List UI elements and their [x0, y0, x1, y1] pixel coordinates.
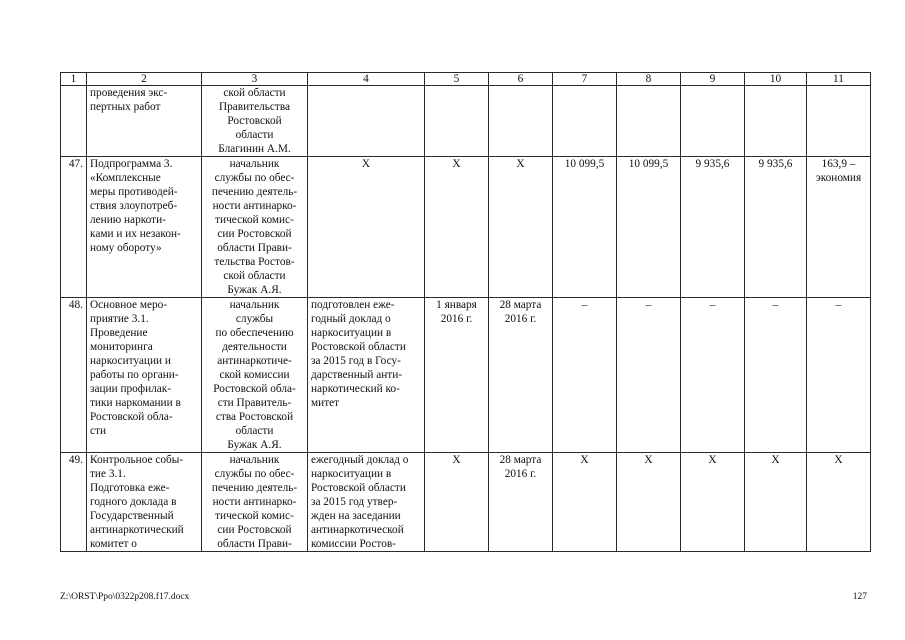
- plan-table: [60, 72, 871, 552]
- value-cell: Х: [745, 453, 807, 552]
- col-num-header: 8: [617, 73, 681, 86]
- expected-result: Х: [308, 157, 425, 298]
- responsible-person: начальник службы по обес- печению деятель- ности антинарко- тической комис- сии Ростовской области Прави-: [202, 453, 308, 552]
- row-number: 49.: [61, 453, 87, 552]
- table-row: [61, 453, 871, 552]
- expected-result: ежегодный доклад о наркоситуации в Ростовской области за 2015 год утвер- жден на заседании антинаркотической комиссии Ростов-: [308, 453, 425, 552]
- col-num-header: 11: [807, 73, 871, 86]
- expected-result: подготовлен еже- годный доклад о наркоситуации в Ростовской области за 2015 год в Госу- дарственный анти- наркотический ко- митет: [308, 298, 425, 453]
- end-date: 28 марта 2016 г.: [489, 453, 553, 552]
- col-num-header: 5: [425, 73, 489, 86]
- row-number: 48.: [61, 298, 87, 453]
- file-path: Z:\ORST\Ppo\0322p208.f17.docx: [60, 592, 190, 602]
- value-cell: –: [553, 298, 617, 453]
- start-date: Х: [425, 157, 489, 298]
- responsible-person: начальник службы по обес- печению деятель- ности антинарко- тической комис- сии Ростовской области Прави- тельства Ростов- ской области Бужак А.Я.: [202, 157, 308, 298]
- value-cell: 9 935,6: [681, 157, 745, 298]
- value-cell: –: [681, 298, 745, 453]
- activity-name: Основное меро- приятие 3.1. Проведение мониторинга наркоситуации и работы по органи- зации профилак- тики наркомании в Ростовской обла- сти: [87, 298, 202, 453]
- end-date: [489, 86, 553, 157]
- value-cell: 10 099,5: [553, 157, 617, 298]
- row-number: 47.: [61, 157, 87, 298]
- col-num-header: 9: [681, 73, 745, 86]
- end-date: 28 марта 2016 г.: [489, 298, 553, 453]
- end-date: Х: [489, 157, 553, 298]
- col-num-header: 6: [489, 73, 553, 86]
- table-row: [61, 86, 871, 157]
- note-cell: [807, 86, 871, 157]
- value-cell: 10 099,5: [617, 157, 681, 298]
- col-num-header: 2: [87, 73, 202, 86]
- col-num-header: 4: [308, 73, 425, 86]
- table-row: [61, 298, 871, 453]
- table-row: [61, 157, 871, 298]
- value-cell: [617, 86, 681, 157]
- value-cell: Х: [553, 453, 617, 552]
- value-cell: 9 935,6: [745, 157, 807, 298]
- start-date: [425, 86, 489, 157]
- responsible-person: ской области Правительства Ростовской области Благинин А.М.: [202, 86, 308, 157]
- value-cell: [553, 86, 617, 157]
- activity-name: Контрольное собы- тие 3.1. Подготовка еже- годного доклада в Государственный антинаркотический комитет о: [87, 453, 202, 552]
- value-cell: Х: [617, 453, 681, 552]
- col-num-header: 3: [202, 73, 308, 86]
- activity-name: Подпрограмма 3. «Комплексные меры противодей- ствия злоупотреб- лению наркоти- ками и их незакон- ному обороту»: [87, 157, 202, 298]
- note-cell: 163,9 – экономия: [807, 157, 871, 298]
- value-cell: Х: [681, 453, 745, 552]
- col-num-header: 10: [745, 73, 807, 86]
- col-num-header: 7: [553, 73, 617, 86]
- start-date: Х: [425, 453, 489, 552]
- col-num-header: 1: [61, 73, 87, 86]
- activity-name: проведения экс- пертных работ: [87, 86, 202, 157]
- value-cell: –: [617, 298, 681, 453]
- value-cell: [745, 86, 807, 157]
- note-cell: –: [807, 298, 871, 453]
- value-cell: –: [745, 298, 807, 453]
- start-date: 1 января 2016 г.: [425, 298, 489, 453]
- page-number: 127: [852, 592, 867, 602]
- column-number-row: [61, 73, 871, 86]
- value-cell: [681, 86, 745, 157]
- row-number: [61, 86, 87, 157]
- responsible-person: начальник службы по обеспечению деятельности антинаркотиче- ской комиссии Ростовской обла- сти Правитель- ства Ростовской области Бужак А.Я.: [202, 298, 308, 453]
- expected-result: [308, 86, 425, 157]
- note-cell: Х: [807, 453, 871, 552]
